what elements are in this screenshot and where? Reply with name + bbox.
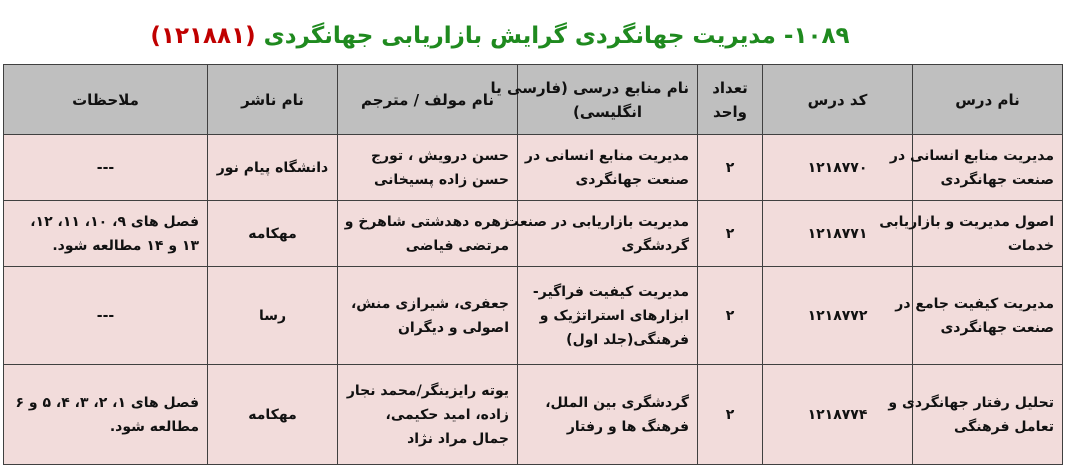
cell-sources (518, 135, 698, 201)
title-main: ۱۰۸۹- مدیریت جهانگردی گرایش بازاریابی جهانگردی (263, 23, 850, 49)
cell-course-name (895, 267, 1063, 365)
cell-course-name (889, 135, 1063, 201)
cell-line: تعامل فرهنگی (953, 418, 1054, 435)
cell-notes (4, 365, 208, 465)
header-notes: ملاحظات (4, 65, 208, 135)
cell-line: حسن زاده پسیخانی (374, 171, 509, 188)
courses-table (3, 64, 1063, 465)
header-units-line: واحد (713, 102, 747, 121)
table-row (4, 201, 1063, 267)
cell-line: --- (96, 307, 115, 324)
header-course-code: کد درس (763, 65, 913, 135)
header-units (698, 65, 763, 135)
cell-line: ۱۳ و ۱۴ مطالعه شود. (52, 237, 199, 254)
cell-sources (518, 267, 698, 365)
cell-units: ۲ (698, 365, 763, 465)
cell-author (338, 135, 518, 201)
cell-line: صنعت جهانگردی (575, 171, 689, 188)
cell-line: جمال مراد نژاد (407, 430, 509, 447)
cell-line: مدیریت منابع انسانی در (524, 147, 689, 164)
cell-sources (505, 201, 698, 267)
cell-line: زهره دهدشتی شاهرخ و (344, 213, 509, 230)
cell-author (338, 267, 518, 365)
cell-line: مرتضی فیاضی (405, 237, 509, 254)
cell-course-name (879, 201, 1063, 267)
cell-publisher: مهکامه (208, 365, 338, 465)
cell-line: جعفری، شیرازی منش، (350, 295, 509, 312)
cell-line: خدمات (1007, 237, 1054, 254)
cell-notes (4, 267, 208, 365)
table-row (4, 267, 1063, 365)
cell-line: فصل های ۱، ۲، ۳، ۴، ۵ و ۶ (15, 394, 199, 411)
cell-units: ۲ (698, 201, 763, 267)
cell-line: اصولی و دیگران (397, 319, 509, 336)
cell-line: فرهنگی(جلد اول) (566, 331, 689, 348)
cell-line: زاده، امید حکیمی، (385, 406, 509, 423)
header-author: نام مولف / مترجم (338, 65, 518, 135)
page-title (0, 20, 1000, 52)
cell-course-code: ۱۲۱۸۷۷۲ (763, 267, 913, 365)
cell-line: مدیریت منابع انسانی در (889, 147, 1054, 164)
cell-publisher: مهکامه (208, 201, 338, 267)
cell-line: تحلیل رفتار جهانگردی و (888, 394, 1054, 411)
cell-line: صنعت جهانگردی (940, 171, 1054, 188)
cell-author (338, 201, 518, 267)
cell-author (338, 365, 518, 465)
cell-units: ۲ (698, 135, 763, 201)
cell-line: --- (96, 159, 115, 176)
cell-line: گردشگری بین الملل، (545, 394, 689, 411)
cell-line: مطالعه شود. (109, 418, 199, 435)
cell-line: گردشگری (621, 237, 689, 254)
cell-course-code: ۱۲۱۸۷۷۰ (763, 135, 913, 201)
cell-line: مدیریت بازاریابی در صنعت (505, 213, 689, 230)
title-code: (۱۲۱۸۸۱) (150, 23, 256, 49)
cell-course-code: ۱۲۱۸۷۷۴ (763, 365, 913, 465)
header-course-name: نام درس (913, 65, 1063, 135)
cell-course-code: ۱۲۱۸۷۷۱ (763, 201, 913, 267)
cell-publisher: دانشگاه پیام نور (208, 135, 338, 201)
cell-publisher: رسا (208, 267, 338, 365)
cell-course-name (888, 365, 1063, 465)
cell-line: ابزارهای استراتژیک و (539, 307, 689, 324)
cell-line: مدیریت کیفیت جامع در (895, 295, 1054, 312)
cell-notes (4, 135, 208, 201)
header-sources-line: انگلیسی) (572, 102, 643, 121)
cell-units: ۲ (698, 267, 763, 365)
header-sources (490, 65, 698, 135)
cell-notes (4, 201, 208, 267)
cell-line: حسن درویش ، تورج (370, 147, 509, 164)
header-units-line: تعداد (712, 78, 748, 97)
cell-line: فصل های ۹، ۱۰، ۱۱، ۱۲، (30, 213, 199, 230)
table-row (4, 135, 1063, 201)
table-row (4, 365, 1063, 465)
cell-line: یوته رایزینگر/محمد نجار (346, 382, 509, 399)
cell-line: صنعت جهانگردی (940, 319, 1054, 336)
header-publisher: نام ناشر (208, 65, 338, 135)
header-sources-line: نام منابع درسی (فارسی یا (490, 78, 689, 97)
cell-line: مدیریت کیفیت فراگیر- (532, 283, 689, 300)
cell-line: فرهنگ ها و رفتار (566, 418, 689, 435)
cell-sources (518, 365, 698, 465)
cell-line: اصول مدیریت و بازاریابی (879, 213, 1054, 230)
table-header-row (4, 65, 1063, 135)
